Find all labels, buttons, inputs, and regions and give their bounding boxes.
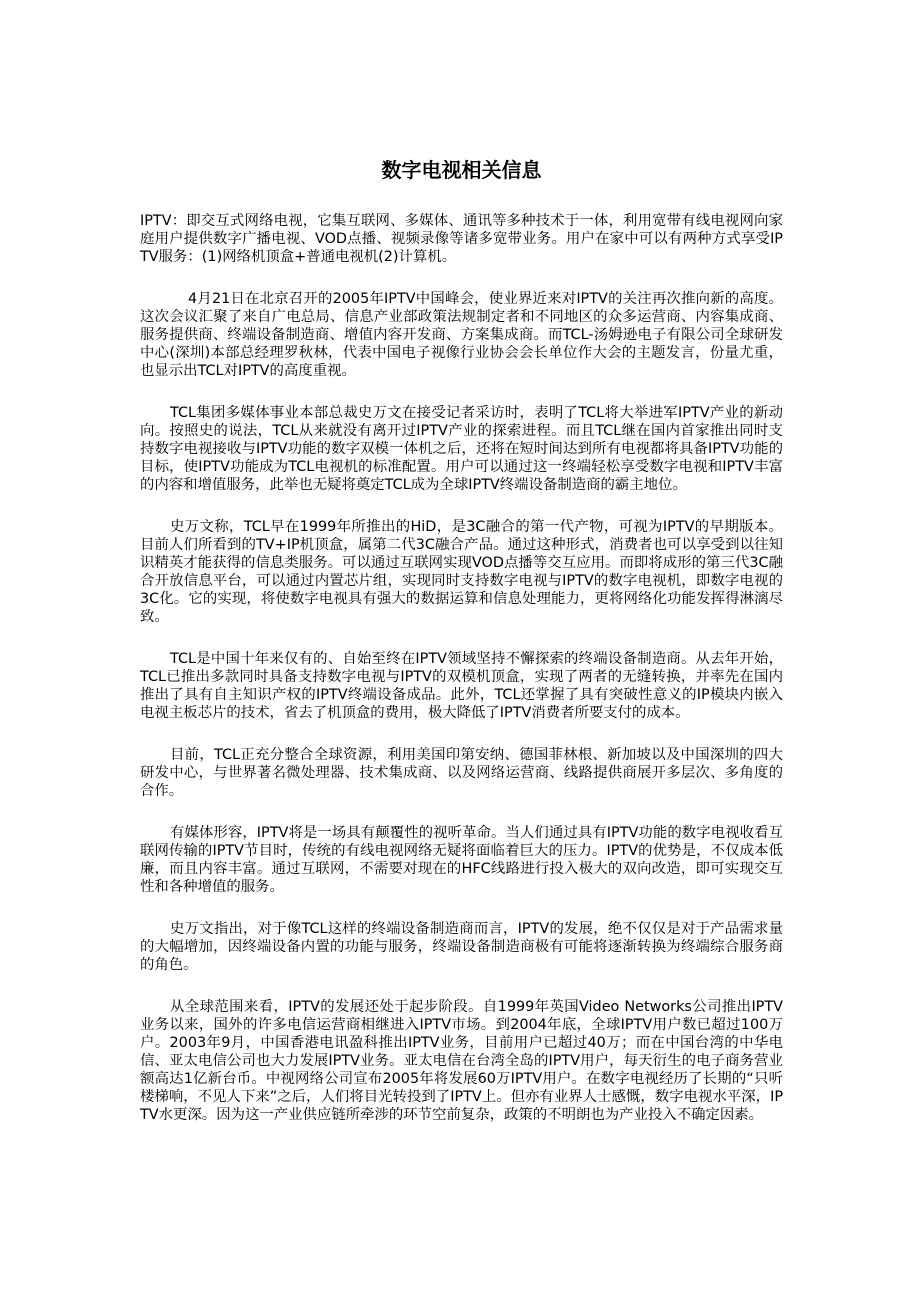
paragraph-tcl-manufacturer: TCL是中国十年来仅有的、自始至终在IPTV领域坚持不懈探索的终端设备制造商。从去年开始，TCL已推出多款同时具备支持数字电视与IPTV的双模机顶盒，实现了两者的无缝转换，并率先在国内推出了具有自主知识产权的IPTV终端设备成品。此外，TCL还掌握了具有突破性意义的IP模块内嵌入电视主板芯片的技术，省去了机顶盒的费用，极大降低了IPTV消费者所要支付的成本。 (140, 651, 783, 721)
paragraph-iptv-summit: 4月21日在北京召开的2005年IPTV中国峰会，使业界近来对IPTV的关注再次推向新的高度。这次会议汇聚了来自广电总局、信息产业部政策法规制定者和不同地区的众多运营商、内容集成商、服务提供商、终端设备制造商、增值内容开发商、方案集成商。而TCL-汤姆逊电子有限公司全球研发中心(深圳)本部总经理罗秋林，代表中国电子视像行业协会会长单位作大会的主题发言，份量尤重，也显示出TCL对IPTV的高度重视。 (140, 291, 783, 379)
paragraph-media-revolution: 有媒体形容，IPTV将是一场具有颠覆性的视听革命。当人们通过具有IPTV功能的数字电视收看互联网传输的IPTV节目时，传统的有线电视网络无疑将面临着巨大的压力。IPTV的优势是，不仅成本低廉，而且内容丰富。通过互联网，不需要对现在的HFC线路进行投入极大的双向改造，即可实现交互性和各种增值的服务。 (140, 825, 783, 895)
paragraph-service-provider: 史万文指出，对于像TCL这样的终端设备制造商而言，IPTV的发展，绝不仅仅是对于产品需求量的大幅增加，因终端设备内置的功能与服务，终端设备制造商极有可能将逐渐转换为终端综合服务商的角色。 (140, 921, 783, 973)
document-title: 数字电视相关信息 (381, 158, 542, 182)
paragraph-iptv-definition: IPTV：即交互式网络电视，它集互联网、多媒体、通讯等多种技术于一体，利用宽带有线电视网向家庭用户提供数字广播电视、VOD点播、视频录像等诸多宽带业务。用户在家中可以有两种方式享受IPTV服务：(1)网络机顶盒+普通电视机(2)计算机。 (140, 213, 783, 265)
paragraph-3c-fusion: 史万文称，TCL早在1999年所推出的HiD，是3C融合的第一代产物，可视为IPTV的早期版本。目前人们所看到的TV+IP机顶盒，属第二代3C融合产品。通过这种形式，消费者也可以享受到以往知识精英才能获得的信息类服务。可以通过互联网实现VOD点播等交互应用。而即将成形的第三代3C融合开放信息平台，可以通过内置芯片组，实现同时支持数字电视与IPTV的数字电视机，即数字电视的3C化。它的实现，将使数字电视具有强大的数据运算和信息处理能力，更将网络化功能发挥得淋漓尽致。 (140, 519, 783, 625)
paragraph-global-resources: 目前，TCL正充分整合全球资源，利用美国印第安纳、德国菲林根、新加坡以及中国深圳的四大研发中心，与世界著名微处理器、技术集成商、以及网络运营商、线路提供商展开多层次、多角度的合作。 (140, 747, 783, 799)
paragraph-global-development: 从全球范围来看，IPTV的发展还处于起步阶段。自1999年英国Video Networks公司推出IPTV业务以来，国外的许多电信运营商相继进入IPTV市场。到2004年底，全球IPTV用户数已超过100万户。2003年9月，中国香港电讯盈科推出IPTV业务，目前用户已超过40万；而在中国台湾的中华电信、亚太电信公司也大力发展IPTV业务。亚太电信在台湾全岛的IPTV用户，每天衍生的电子商务营业额高达1亿新台币。中视网络公司宣布2005年将发展60万IPTV用户。在数字电视经历了长期的“只听楼梯响，不见人下来”之后，人们将目光转投到了IPTV上。但亦有业界人士感慨，数字电视水平深，IPTV水更深。因为这一产业供应链所牵涉的环节空前复杂，政策的不明朗也为产业投入不确定因素。 (140, 999, 783, 1123)
paragraph-tcl-strategy: TCL集团多媒体事业本部总裁史万文在接受记者采访时，表明了TCL将大举进军IPTV产业的新动向。按照史的说法，TCL从来就没有离开过IPTV产业的探索进程。而且TCL继在国内首家推出同时支持数字电视接收与IPTV功能的数字双模一体机之后，还将在短时间达到所有电视都将具备IPTV功能的目标，使IPTV功能成为TCL电视机的标准配置。用户可以通过这一终端轻松享受数字电视和IPTV丰富的内容和增值服务，此举也无疑将奠定TCL成为全球IPTV终端设备制造商的霸主地位。 (140, 405, 783, 493)
document-page (140, 156, 783, 1148)
